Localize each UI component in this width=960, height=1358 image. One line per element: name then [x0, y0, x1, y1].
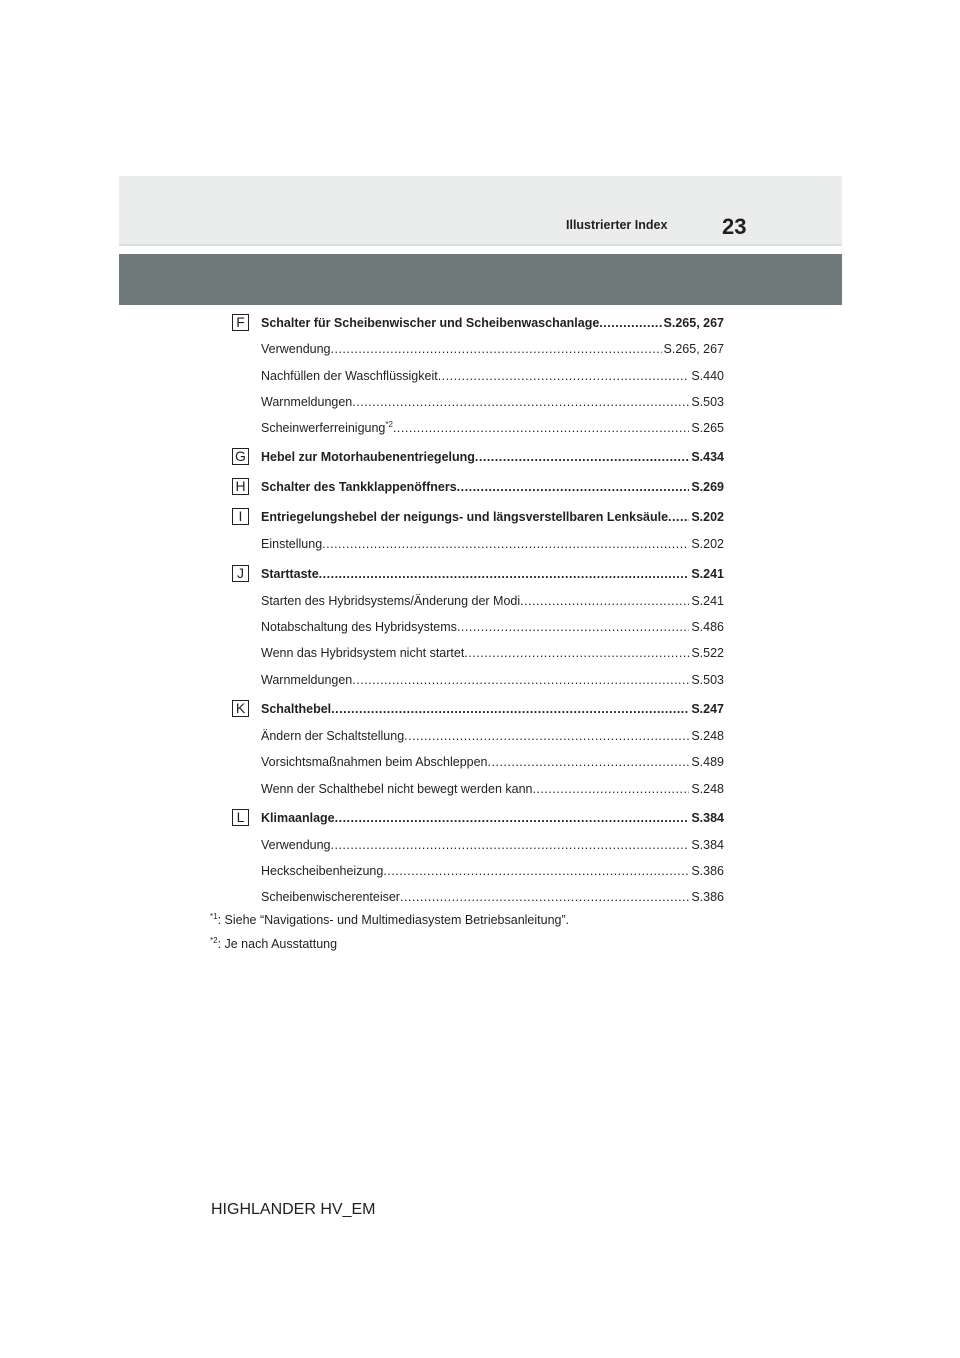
page-reference: S.269 — [691, 480, 724, 495]
index-entry — [229, 667, 724, 693]
index-line — [261, 444, 724, 470]
page-reference: S.386 — [691, 864, 724, 879]
index-line — [261, 415, 724, 441]
index-label — [261, 310, 599, 336]
page-reference: S.503 — [691, 394, 724, 409]
index-label-text: Vorsichtsmaßnahmen beim Abschleppen — [261, 755, 488, 770]
page-reference: S.265, 267 — [663, 342, 724, 357]
index-line — [261, 474, 724, 500]
index-entry — [229, 474, 724, 501]
dot-leader — [319, 561, 690, 587]
index-label — [261, 531, 322, 557]
index-label — [261, 667, 352, 693]
index-label-text: Klimaanlage — [261, 810, 335, 825]
index-letter-box: I — [232, 508, 249, 525]
index-label — [261, 832, 331, 858]
index-line — [261, 776, 724, 802]
index-label-text: Scheinwerferreinigung — [261, 421, 386, 436]
footnote-text: : Siehe “Navigations- und Multimediasystem Betriebsanleitung”. — [217, 913, 570, 928]
page-reference: S.486 — [691, 620, 724, 635]
page-reference: S.503 — [691, 672, 724, 687]
dot-leader — [393, 415, 689, 441]
index-label — [261, 614, 457, 640]
index-line — [261, 640, 724, 666]
index-label-text: Nachfüllen der Waschflüssigkeit — [261, 368, 438, 383]
dot-leader — [331, 832, 690, 858]
page-reference: S.434 — [691, 450, 724, 465]
header-divider — [119, 244, 842, 246]
index-label-text: Wenn das Hybridsystem nicht startet — [261, 646, 465, 661]
index-line — [261, 588, 724, 614]
index-letter-box: K — [232, 700, 249, 717]
index-label-text: Ändern der Schaltstellung — [261, 728, 405, 743]
index-entry — [229, 884, 724, 910]
header-dark-band — [119, 254, 842, 305]
index-entry — [229, 749, 724, 775]
dot-leader — [457, 614, 689, 640]
page-reference: S.202 — [691, 510, 724, 525]
index-entry — [229, 363, 724, 389]
dot-leader — [457, 474, 690, 500]
index-line — [261, 832, 724, 858]
index-entry — [229, 389, 724, 415]
page-reference: S.265 — [691, 421, 724, 436]
index-label-text: Verwendung — [261, 837, 331, 852]
index-line — [261, 561, 724, 587]
footnote-1 — [210, 912, 569, 927]
dot-leader — [335, 805, 690, 831]
index-entry — [229, 504, 724, 531]
footnote-2 — [210, 936, 337, 951]
index-label — [261, 588, 520, 614]
index-label-text: Schalthebel — [261, 701, 332, 716]
index-line — [261, 749, 724, 775]
index-line — [261, 805, 724, 831]
footnote-text: : Je nach Ausstattung — [217, 937, 338, 952]
index-label — [261, 504, 668, 530]
index-label-text: Starttaste — [261, 566, 319, 581]
dot-leader — [464, 640, 689, 666]
index-label — [261, 336, 331, 362]
index-label — [261, 415, 393, 441]
index-label-text: Wenn der Schalthebel nicht bewegt werden kann — [261, 781, 533, 796]
dot-leader — [322, 531, 689, 557]
index-entry — [229, 444, 724, 471]
index-entry — [229, 310, 724, 336]
index-entry — [229, 531, 724, 557]
index-letter-box: G — [232, 448, 249, 465]
index-label — [261, 858, 383, 884]
index-entry — [229, 776, 724, 802]
index-label — [261, 884, 400, 910]
page-reference: S.265, 267 — [663, 316, 724, 330]
footnote-reference: *2 — [385, 420, 393, 430]
index-entry — [229, 640, 724, 666]
index-label — [261, 723, 404, 749]
section-title: Illustrierter Index — [566, 218, 668, 232]
index-entry — [229, 561, 724, 588]
dot-leader — [520, 588, 689, 614]
index-label-text: Einstellung — [261, 537, 323, 552]
dot-leader — [438, 363, 690, 389]
index-line — [261, 696, 724, 722]
page-reference: S.386 — [691, 890, 724, 905]
index-letter-box: F — [232, 314, 249, 331]
page-reference: S.241 — [691, 566, 724, 581]
page-reference: S.489 — [691, 755, 724, 770]
page-reference: S.384 — [691, 810, 724, 825]
index-line — [261, 504, 724, 530]
index-entry — [229, 858, 724, 884]
index-label-text: Warnmeldungen — [261, 672, 353, 687]
page-reference: S.202 — [691, 537, 724, 552]
page-number: 23 — [722, 214, 747, 239]
index-label — [261, 444, 475, 470]
index-entry — [229, 336, 724, 362]
index-line — [261, 310, 724, 336]
page-reference: S.248 — [691, 728, 724, 743]
page-reference: S.248 — [691, 781, 724, 796]
index-label-text: Heckscheibenheizung — [261, 864, 384, 879]
index-label-text: Entriegelungshebel der neigungs- und längsverstellbaren Lenksäule — [261, 510, 669, 525]
index-label-text: Schalter für Scheibenwischer und Scheibenwaschanlage — [261, 316, 600, 330]
footnote-mark: *2 — [210, 936, 218, 945]
dot-leader — [331, 696, 689, 722]
index-entry — [229, 696, 724, 723]
index-line — [261, 389, 724, 415]
index-line — [261, 614, 724, 640]
index-label-text: Notabschaltung des Hybridsystems — [261, 620, 457, 635]
dot-leader — [352, 389, 689, 415]
dot-leader — [352, 667, 689, 693]
page-reference: S.522 — [691, 646, 724, 661]
dot-leader — [400, 884, 689, 910]
index-label — [261, 389, 352, 415]
page-reference: S.440 — [691, 368, 724, 383]
index-line — [261, 336, 724, 362]
index-letter-box: J — [232, 565, 249, 582]
index-label-text: Verwendung — [261, 342, 331, 357]
index-label — [261, 474, 457, 500]
index-entry — [229, 614, 724, 640]
index-line — [261, 884, 724, 910]
index-label — [261, 363, 438, 389]
page-reference: S.241 — [691, 593, 724, 608]
index-label-text: Schalter des Tankklappenöffners — [261, 480, 457, 495]
page-reference: S.247 — [691, 701, 724, 716]
dot-leader — [599, 310, 661, 336]
index-label — [261, 749, 488, 775]
index-label — [261, 805, 335, 831]
index-label-text: Warnmeldungen — [261, 394, 353, 409]
dot-leader — [404, 723, 689, 749]
dot-leader — [383, 858, 689, 884]
index-label — [261, 776, 532, 802]
index-label-text: Scheibenwischerenteiser — [261, 890, 400, 905]
index-line — [261, 363, 724, 389]
index-line — [261, 858, 724, 884]
index-letter-box: L — [232, 809, 249, 826]
index-list — [229, 310, 724, 911]
index-line — [261, 667, 724, 693]
dot-leader — [331, 336, 662, 362]
index-entry — [229, 723, 724, 749]
index-line — [261, 723, 724, 749]
index-line — [261, 531, 724, 557]
footnote-mark: *1 — [210, 912, 218, 921]
dot-leader — [532, 776, 689, 802]
page-reference: S.384 — [691, 837, 724, 852]
index-entry — [229, 588, 724, 614]
index-label — [261, 696, 331, 722]
index-entry — [229, 805, 724, 832]
index-label — [261, 561, 319, 587]
index-label — [261, 640, 464, 666]
index-label-text: Starten des Hybridsystems/Änderung der Modi — [261, 593, 521, 608]
dot-leader — [668, 504, 689, 530]
dot-leader — [488, 749, 690, 775]
index-entry — [229, 832, 724, 858]
index-label-text: Hebel zur Motorhaubenentriegelung — [261, 450, 475, 465]
footer-model: HIGHLANDER HV_EM — [211, 1201, 376, 1218]
dot-leader — [475, 444, 689, 470]
index-letter-box: H — [232, 478, 249, 495]
index-entry — [229, 415, 724, 441]
